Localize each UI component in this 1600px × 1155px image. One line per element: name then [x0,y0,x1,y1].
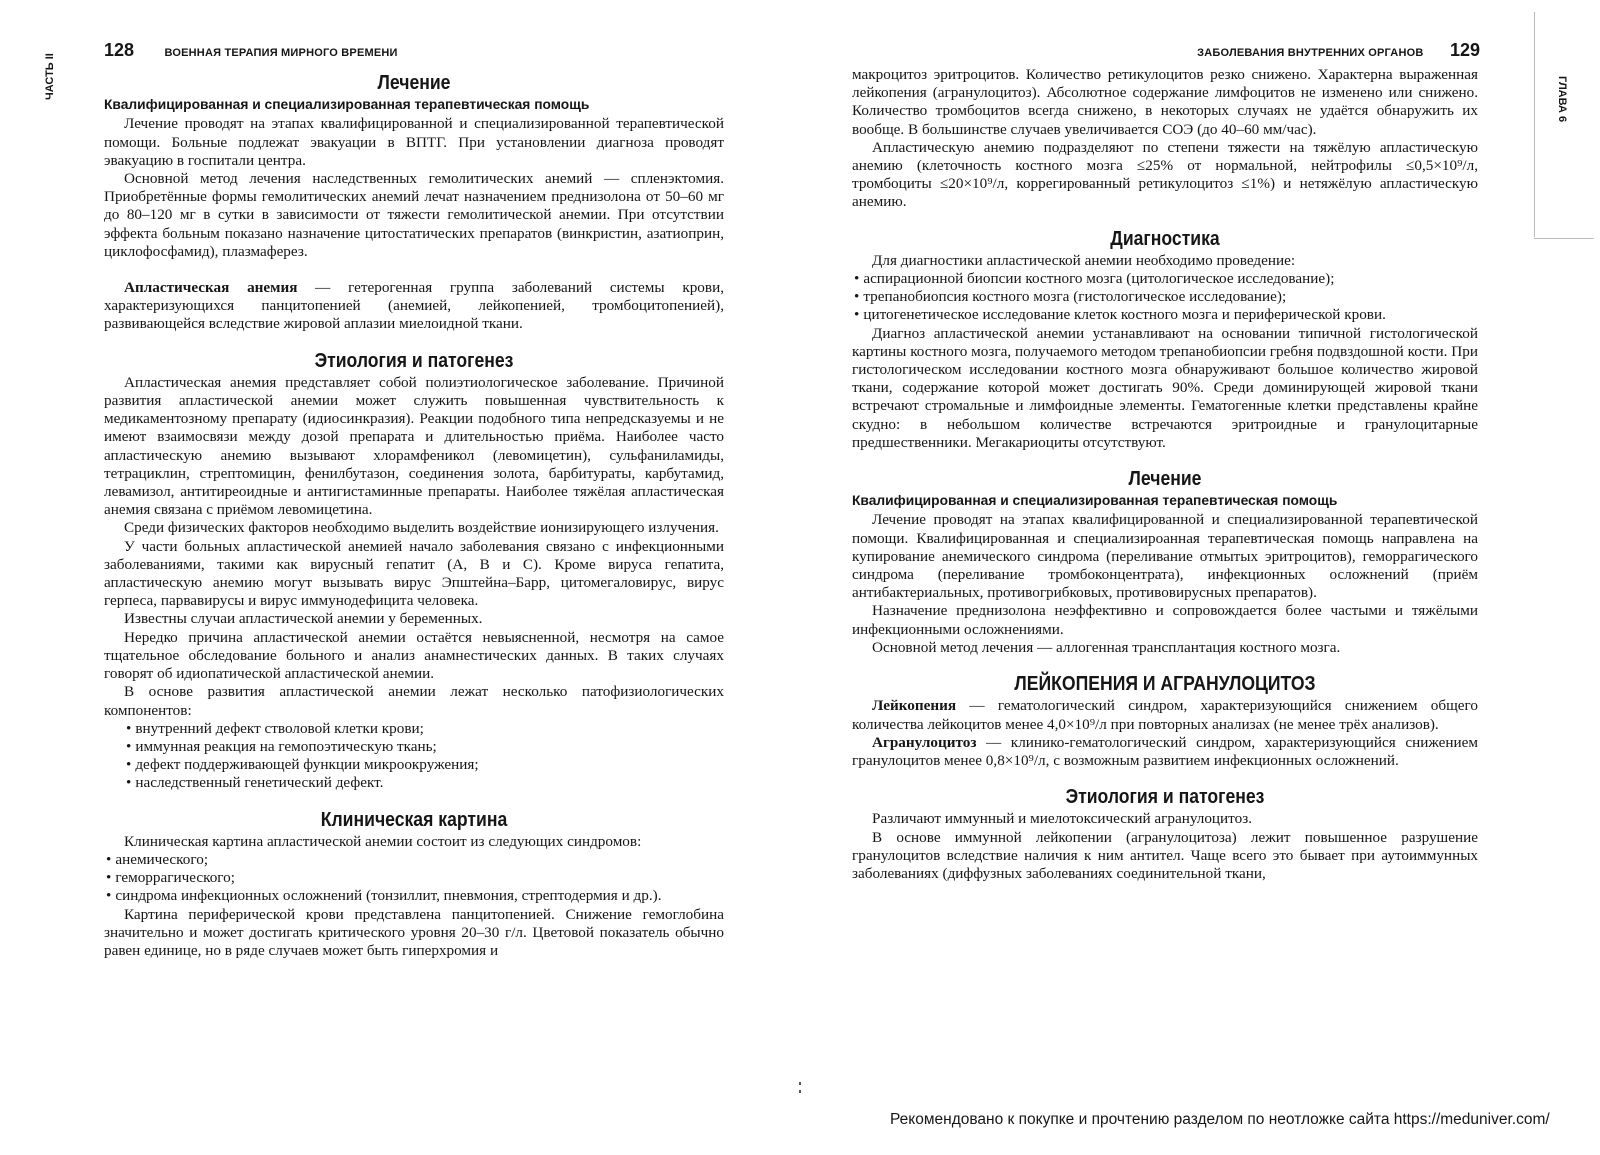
treatment-subheading: Квалифицированная и специализированная терапевтическая помощь [104,97,590,113]
aplastic-term: Апластическая анемия [124,279,298,297]
list-item: • трепанобиопсия костного мозга (гистологическое исследование); [852,288,1478,306]
list-item: • дефект поддерживающей функции микроокружения; [104,756,724,774]
aplastic-definition [104,279,724,334]
right-side-tab: ГЛАВА 6 [1556,76,1568,123]
right-running-title: ЗАБОЛЕВАНИЯ ВНУТРЕННИХ ОРГАНОВ [1197,47,1424,59]
paragraph: Нередко причина апластической анемии остаётся невыясненной, несмотря на самое тщательное обследование больного и анализ анамнестических данных. В таких случаях говорят об идиопатической апластической анемии. [104,628,724,683]
clinical-heading: Клиническая картина [320,808,508,831]
right-running-header [1197,40,1480,61]
paragraph: В основе иммунной лейкопении (агранулоцитоза) лежит повышенное разрушение гранулоцитов вследствие наличия к ним антител. Чаще всего это бывает при аутоиммунных заболеваниях (диффузных заболеваниях соединительной ткани, [852,828,1478,882]
paragraph: Для диагностики апластической анемии необходимо проведение: [872,251,1296,269]
agranulocytosis-term: Агранулоцитоз [872,733,977,751]
leukopenia-heading: ЛЕЙКОПЕНИЯ И АГРАНУЛОЦИТОЗ [1014,673,1316,696]
left-text-column [104,66,724,960]
right-page [808,0,1600,1155]
diagnostics-list [852,270,1478,325]
leukopenia-definition [852,697,1478,733]
etiology-heading: Этиология и патогенез [314,349,514,372]
gutter-mark [799,1090,801,1093]
treatment-subheading: Квалифицированная и специализированная терапевтическая помощь [852,493,1338,509]
list-item: • наследственный генетический дефект. [104,774,724,792]
right-page-number: 129 [1449,40,1480,60]
paragraph: В основе развития апластической анемии лежат несколько патофизиологических компонентов: [104,683,724,719]
paragraph: Апластическая анемия представляет собой полиэтиологическое заболевание. Причиной развития апластической анемии может служить повышенная чувствительность к медикаментозному препарату (идиосинкразия). Реакции подобного типа непредсказуемы и не имеют взаимосвязи между дозой препарата и длительностью приёма. Наиболее часто апластическую анемию вызывают хлорамфеникол (левомицетин), сульфаниламиды, тетрациклин, стрептомицин, фенилбутазон, соединения золота, барбитураты, карбутамид, левамизол, антитиреоидные и антигистаминные препараты. Наиболее тяжёлая апластическая анемия связана с приёмом левомицетина. [104,373,724,519]
left-running-title: ВОЕННАЯ ТЕРАПИЯ МИРНОГО ВРЕМЕНИ [164,47,398,59]
agranulocytosis-definition-text: — клинико-гематологический синдром, характеризующийся снижением гранулоцитов менее 0,8×10⁹/л, с возможным развитием инфекционных осложнений. [852,733,1478,769]
etiology-list [104,720,724,793]
paragraph: Основной метод лечения наследственных гемолитических анемий — спленэктомия. Приобретённые формы гемолитических анемий лечат назначением преднизолона от 50–60 мг до 80–120 мг в сутки в зависимости от тяжести гемолитической анемии. При отсутствии эффекта больным показано назначение цитостатических препаратов (винкристин, азатиоприн, циклофосфамид), плазмаферез. [104,170,724,260]
left-page [0,0,790,1155]
paragraph: Лечение проводят на этапах квалифицированной и специализированной терапевтической помощи. Больные подлежат эвакуации в ВПТГ. При установлении диагноза проводят эвакуацию в госпитали центра. [104,115,724,169]
list-item: • геморрагического; [104,869,724,887]
paragraph: Назначение преднизолона неэффективно и сопровождается более частыми и тяжёлыми инфекционными осложнениями. [852,602,1478,638]
paragraph: Картина периферической крови представлена панцитопенией. Снижение гемоглобина значительно и может достигать критического уровня 20–30 г/л. Цветовой показатель обычно равен единице, но в ряде случаев может быть гиперхромия и [104,905,724,959]
edge-mark [1534,238,1594,239]
paragraph: Известны случаи апластической анемии у беременных. [124,610,483,628]
left-side-tab: ЧАСТЬ II [44,53,56,100]
list-item: • цитогенетическое исследование клеток костного мозга и периферической крови. [852,306,1478,324]
aplastic-definition-text: — гетерогенная группа заболеваний системы крови, характеризующихся панцитопенией (анемией, лейкопенией, тромбоцитопенией), развивающейся вследствие жировой аплазии миелоидной ткани. [104,279,724,333]
leukopenia-term: Лейкопения [872,697,957,715]
diagnostics-heading: Диагностика [1110,227,1220,250]
paragraph: Диагноз апластической анемии устанавливают на основании типичной гистологической картины костного мозга, получаемого методом трепанобиопсии гребня подвздошной кости. При гистологическом исследовании костного мозга обнаруживают большое количество жировой ткани, содержание которой может достигать 90%. Среди доминирующей жировой ткани встречают стромальные и лимфоидные элементы. Гематогенные клетки представлены крайне скудно: в небольшом количестве встречаются эритроидные и гранулоцитарные предшественники. Мегакариоциты отсутствуют. [852,324,1478,451]
paragraph: Среди физических факторов необходимо выделить воздействие ионизирующего излучения. [124,519,719,537]
paragraph: Различают иммунный и миелотоксический агранулоцитоз. [872,810,1252,828]
treatment-heading: Лечение [377,72,451,94]
edge-mark [1534,12,1535,237]
clinical-list [104,851,724,906]
list-item: • синдрома инфекционных осложнений (тонзиллит, пневмония, стрептодермия и др.). [104,887,724,905]
list-item: • внутренний дефект стволовой клетки крови; [104,720,724,738]
paragraph: Клиническая картина апластической анемии состоит из следующих синдромов: [124,832,642,850]
footer-note: Рекомендовано к покупке и прочтению разделом по неотложке сайта https://meduniver.com/ [890,1111,1550,1128]
left-page-number: 128 [104,40,135,60]
list-item: • иммунная реакция на гемопоэтическую ткань; [104,738,724,756]
paragraph: Основной метод лечения — аллогенная трансплантация костного мозга. [872,638,1341,656]
list-item: • аспирационной биопсии костного мозга (цитологическое исследование); [852,270,1478,288]
treatment-heading: Лечение [1128,468,1202,491]
right-text-column [852,66,1478,883]
paragraph: Лечение проводят на этапах квалифицированной и специализированной терапевтической помощи. Квалифицированная и специализироанная терапевтическая помощь направлена на купирование анемического синдрома (переливание отмытых эритроцитов), геморрагического синдрома (переливание тромбоконцентрата), инфекционных осложнений (приём антибактериальных, противогрибковых, противовирусных препаратов). [852,511,1478,602]
gutter-mark [799,1082,801,1085]
paragraph: У части больных апластической анемией начало заболевания связано с инфекционными заболеваниями, такими как вирусный гепатит (А, В и С). Кроме вируса гепатита, апластическую анемию могут вызывать вирус Эпштейна–Барр, цитомегаловирус, вирус герпеса, парвавирусы и вирус иммунодефицита человека. [104,537,724,610]
paragraph: Апластическую анемию подразделяют по степени тяжести на тяжёлую апластическую анемию (клеточность костного мозга ≤25% от нормальной, нейтрофилы ≤0,5×10⁹/л, тромбоциты ≤20×10⁹/л, коррегированный ретикулоцитоз ≤1%) и нетяжёлую апластическую анемию. [852,138,1478,211]
left-running-header [104,40,398,61]
etiology-heading: Этиология и патогенез [1065,786,1265,809]
agranulocytosis-definition [852,734,1478,770]
leukopenia-definition-text: — гематологический синдром, характеризующийся снижением общего количества лейкоцитов менее 4,0×10⁹/л при повторных анализах (не менее трёх анализов). [852,697,1478,733]
paragraph: макроцитоз эритроцитов. Количество ретикулоцитов резко снижено. Характерна выраженная лейкопения (агранулоцитоз). Абсолютное содержание лимфоцитов не изменено или снижено. Количество тромбоцитов всегда снижено, в некоторых случаях не удаётся обнаружить их вообще. В большинстве случаев увеличивается СОЭ (до 40–60 мм/час). [852,66,1478,138]
list-item: • анемического; [104,851,724,869]
